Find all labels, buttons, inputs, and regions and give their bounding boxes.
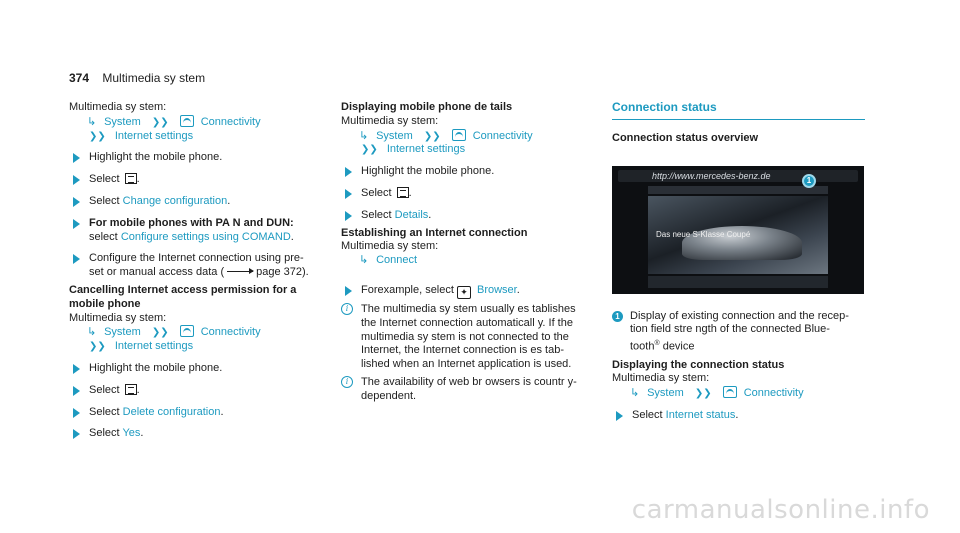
callout-badge: 1 (802, 174, 816, 188)
column-1 (69, 101, 324, 441)
menu-path (341, 254, 596, 268)
subheading: Connection status overview (612, 131, 759, 144)
step-text: Select (89, 173, 120, 186)
page-reference-arrow-icon (227, 271, 253, 272)
step-text: set or manual access data ( (89, 266, 225, 279)
info-text: multimedia sy stem is not connected to the (361, 330, 569, 343)
info-text: lished when an Internet application is used. (361, 358, 572, 371)
configure-settings-link[interactable]: Configure settings using COMAND (120, 230, 291, 243)
step-bullet-icon (616, 411, 623, 421)
menu-path-2 (341, 143, 596, 157)
path-system[interactable]: System (647, 387, 684, 400)
step: For mobile phones with PA N and DUN: select Configure settings using COMAND. (69, 217, 324, 245)
step-bullet-icon (345, 211, 352, 221)
info-text: dependent. (361, 389, 417, 402)
step-text: Select (89, 194, 120, 207)
step-text: Highlight the mobile phone. (361, 165, 495, 178)
step (341, 165, 596, 179)
connectivity-icon (180, 115, 194, 127)
menu-path-2 (69, 130, 324, 144)
step: Select Yes. (69, 427, 324, 441)
path-system[interactable]: System (104, 115, 141, 128)
step-bullet-icon (345, 189, 352, 199)
info-text: The multimedia sy stem usually es tablishes (361, 302, 576, 315)
step-text: Configure the Internet connection using pre‐ (89, 252, 304, 265)
page-header-title: Multimedia sy stem (102, 71, 206, 85)
yes-link[interactable]: Yes (122, 427, 141, 440)
hero-text: Das neue S-Klasse Coupé (656, 229, 751, 239)
step-condition: For mobile phones with PA N and DUN: (89, 216, 294, 229)
menu-path (612, 386, 865, 401)
page-header (69, 71, 205, 85)
thumbnail-strip (648, 276, 828, 288)
step: Select Details. (341, 209, 596, 223)
delete-configuration-link[interactable]: Delete configuration (122, 405, 221, 418)
intro-text: Multimedia sy stem: (69, 311, 167, 324)
intro-text: Multimedia sy stem: (69, 101, 167, 113)
double-chevron-icon: ❯❯ (423, 130, 441, 142)
watermark: carmanualsonline.info (631, 495, 930, 525)
intro-text: Multimedia sy stem: (341, 114, 439, 127)
step-text: Select (632, 409, 663, 422)
connectivity-icon (723, 386, 737, 398)
path-connectivity[interactable]: Connectivity (472, 129, 533, 142)
double-chevron-icon: ❯❯ (151, 116, 169, 128)
info-note (341, 376, 596, 404)
menu-icon[interactable] (397, 187, 409, 198)
path-internet-settings[interactable]: Internet settings (114, 340, 194, 353)
info-text: the Internet connection automaticall y. If the (361, 316, 573, 329)
details-link[interactable]: Details (394, 208, 429, 221)
info-text: Internet, the Internet connection is es tab‐ (361, 344, 565, 357)
step-text: select (89, 230, 118, 243)
hook-arrow-icon: ↳ (359, 129, 369, 142)
double-chevron-icon: ❯❯ (89, 130, 106, 142)
info-text: The availability of web br owsers is countr y‐ (361, 375, 577, 388)
step-bullet-icon (345, 286, 352, 296)
connection-status-title: Connection status (612, 101, 865, 120)
legend-text: Display of existing connection and the recep‐ (630, 309, 849, 322)
hook-arrow-icon: ↳ (87, 326, 97, 339)
step-text: Select (89, 427, 120, 440)
change-configuration-link[interactable]: Change configuration (122, 194, 228, 207)
connectivity-icon (180, 325, 194, 337)
step (69, 252, 324, 280)
url-text: http://www.mercedes-benz.de (652, 170, 771, 181)
step-bullet-icon (73, 429, 80, 439)
site-nav-bar (648, 186, 828, 194)
column-3 (612, 101, 865, 423)
page-reference[interactable]: page 372). (256, 266, 309, 279)
step-bullet-icon (73, 153, 80, 163)
step (69, 151, 324, 165)
path-connectivity[interactable]: Connectivity (200, 115, 261, 128)
double-chevron-icon: ❯❯ (151, 327, 169, 339)
step-bullet-icon (73, 175, 80, 185)
double-chevron-icon: ❯❯ (694, 388, 712, 400)
path-internet-settings[interactable]: Internet settings (386, 143, 466, 156)
step: Select Change configuration. (69, 195, 324, 209)
browser-icon[interactable]: ✦ (457, 286, 471, 299)
section-heading-cont: mobile phone (69, 297, 141, 310)
legend-item (612, 310, 865, 355)
path-connectivity[interactable]: Connectivity (743, 387, 804, 400)
path-internet-settings[interactable]: Internet settings (114, 129, 194, 142)
menu-path (69, 325, 324, 340)
step: Select . (341, 187, 596, 201)
browser-link[interactable]: Browser (477, 283, 517, 296)
step-bullet-icon (73, 408, 80, 418)
menu-path-2 (69, 340, 324, 354)
step (69, 362, 324, 376)
step-bullet-icon (73, 219, 80, 229)
step-bullet-icon (345, 167, 352, 177)
menu-path (341, 129, 596, 144)
connectivity-icon (452, 129, 466, 141)
step: Select . (69, 173, 324, 187)
step-bullet-icon (73, 197, 80, 207)
browser-screenshot (612, 166, 864, 294)
step: Select Internet status. (612, 409, 865, 423)
step: Select Delete configuration. (69, 406, 324, 420)
hook-arrow-icon: ↳ (630, 387, 640, 400)
column-2 (341, 101, 596, 404)
step-text: Forexample, select (361, 283, 454, 296)
step-bullet-icon (73, 386, 80, 396)
legend-text-part: tooth (630, 340, 655, 353)
info-note (341, 303, 596, 372)
section-heading: Cancelling Internet access permission for a (69, 283, 297, 296)
step: Select . (69, 384, 324, 398)
menu-path (69, 115, 324, 130)
hook-arrow-icon: ↳ (87, 115, 97, 128)
section-heading: Displaying mobile phone de tails (341, 101, 513, 113)
section-heading: Establishing an Internet connection (341, 226, 528, 239)
double-chevron-icon: ❯❯ (89, 341, 106, 353)
legend-text (630, 337, 865, 354)
path-connect[interactable]: Connect (376, 254, 418, 267)
step-text: Highlight the mobile phone. (89, 151, 223, 164)
path-system[interactable]: System (376, 129, 413, 142)
info-icon: i (341, 376, 353, 388)
internet-status-link[interactable]: Internet status (665, 409, 736, 422)
menu-icon[interactable] (125, 384, 137, 395)
step-text: Highlight the mobile phone. (89, 361, 223, 374)
step-bullet-icon (73, 364, 80, 374)
path-system[interactable]: System (104, 326, 141, 339)
hook-arrow-icon: ↳ (359, 254, 369, 267)
double-chevron-icon: ❯❯ (361, 144, 378, 156)
step-text: Select (361, 208, 392, 221)
step-bullet-icon (73, 254, 80, 264)
registered-mark: ® (654, 340, 660, 348)
info-icon: i (341, 303, 353, 315)
section-heading: Displaying the connection status (612, 358, 785, 371)
path-connectivity[interactable]: Connectivity (200, 326, 261, 339)
step: Forexample, select ✦ Browser. (341, 284, 596, 299)
legend-text: tion field stre ngth of the connected Blue‐ (630, 323, 830, 336)
legend-number: 1 (612, 311, 623, 322)
page-number: 374 (69, 71, 90, 85)
menu-icon[interactable] (125, 173, 137, 184)
intro-text: Multimedia sy stem: (612, 372, 710, 385)
intro-text: Multimedia sy stem: (341, 240, 439, 253)
step-text: Select (361, 186, 392, 199)
legend-text-part: device (659, 340, 695, 353)
step-text: Select (89, 383, 120, 396)
step-text: Select (89, 405, 120, 418)
